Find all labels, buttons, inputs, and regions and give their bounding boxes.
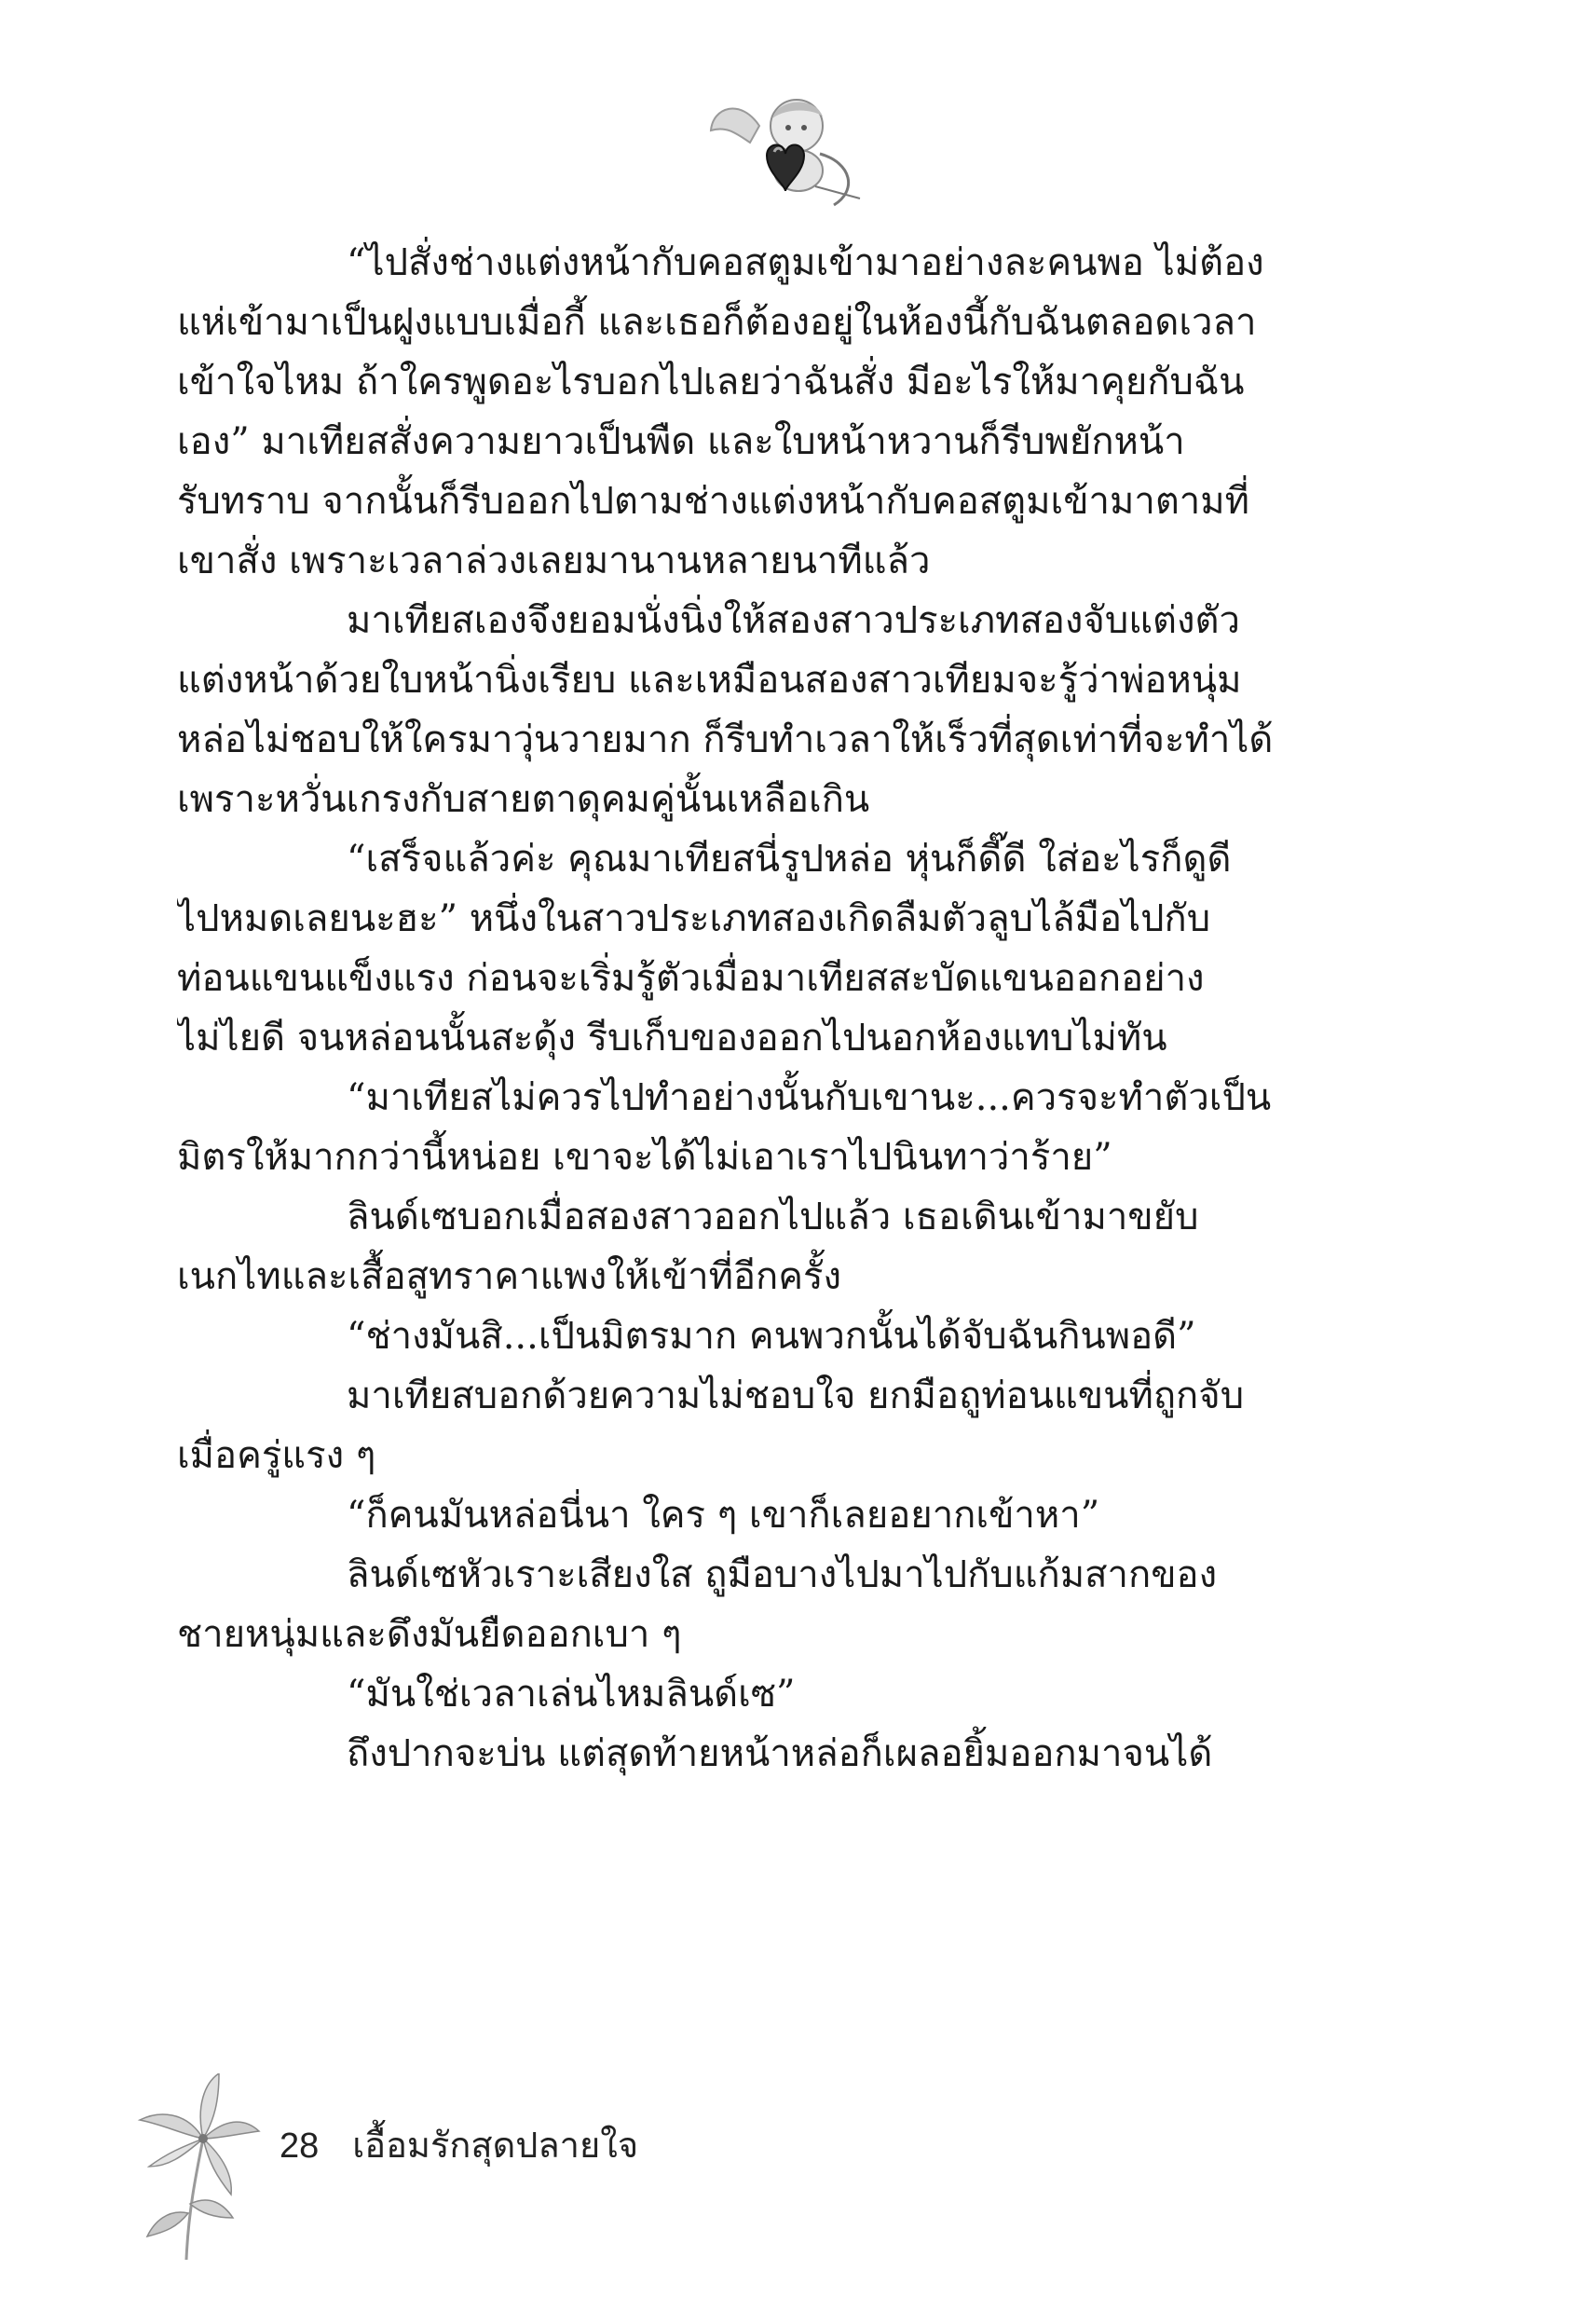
text-line: “มันใช่เวลาเล่นไหมลินด์เซ” [347, 1673, 796, 1716]
text-line: เมื่อครู่แรง ๆ [177, 1434, 376, 1477]
text-line: เขาสั่ง เพราะเวลาล่วงเลยมานานหลายนาทีแล้ว [177, 540, 931, 582]
text-line: ไปหมดเลยนะฮะ” หนึ่งในสาวประเภทสองเกิดลืมตัวลูบไล้มือไปกับ [177, 897, 1211, 940]
text-line: เข้าใจไหม ถ้าใครพูดอะไรบอกไปเลยว่าฉันสั่ง มีอะไรให้มาคุยกับฉัน [177, 361, 1245, 403]
text-line: “เสร็จแล้วค่ะ คุณมาเทียสนี่รูปหล่อ หุ่นก็ดี๊ดี ใส่อะไรก็ดูดี [347, 838, 1232, 881]
text-line: ถึงปากจะบ่น แต่สุดท้ายหน้าหล่อก็เผลอยิ้มออกมาจนได้ [347, 1732, 1213, 1775]
text-line: ไม่ไยดี จนหล่อนนั้นสะดุ้ง รีบเก็บของออกไปนอกห้องแทบไม่ทัน [177, 1017, 1167, 1060]
page-footer [280, 2123, 638, 2169]
text-line: แห่เข้ามาเป็นฝูงแบบเมื่อกี้ และเธอก็ต้องอยู่ในห้องนี้กับฉันตลอดเวลา [177, 301, 1257, 344]
text-line: ท่อนแขนแข็งแรง ก่อนจะเริ่มรู้ตัวเมื่อมาเทียสสะบัดแขนออกอย่าง [177, 957, 1205, 1000]
text-line: หล่อไม่ชอบให้ใครมาวุ่นวายมาก ก็รีบทำเวลาให้เร็วที่สุดเท่าที่จะทำได้ [177, 718, 1274, 761]
text-line: “ช่างมันสิ...เป็นมิตรมาก คนพวกนั้นได้จับฉันกินพอดี” [347, 1315, 1196, 1358]
text-line: “ก็คนมันหล่อนี่นา ใคร ๆ เขาก็เลยอยากเข้าหา” [347, 1494, 1100, 1537]
text-line: มาเทียสเองจึงยอมนั่งนิ่งให้สองสาวประเภทสองจับแต่งตัว [347, 599, 1240, 642]
text-line: ลินด์เซหัวเราะเสียงใส ถูมือบางไปมาไปกับแก้มสากของ [347, 1553, 1218, 1596]
text-line: รับทราบ จากนั้นก็รีบออกไปตามช่างแต่งหน้ากับคอสตูมเข้ามาตามที่ [177, 480, 1249, 523]
page-number: 28 [280, 2126, 320, 2166]
text-line: แต่งหน้าด้วยใบหน้านิ่งเรียบ และเหมือนสองสาวเทียมจะรู้ว่าพ่อหนุ่ม [177, 659, 1242, 702]
book-title: เอื้อมรักสุดปลายใจ [352, 2126, 639, 2166]
lily-flower-icon [130, 2073, 261, 2269]
text-line: มิตรให้มากกว่านี้หน่อย เขาจะได้ไม่เอาเราไปนินทาว่าร้าย” [177, 1136, 1112, 1179]
text-line: เพราะหวั่นเกรงกับสายตาดุคมคู่นั้นเหลือเกิน [177, 778, 870, 821]
text-line: ลินด์เซบอกเมื่อสองสาวออกไปแล้ว เธอเดินเข้ามาขยับ [347, 1196, 1199, 1238]
body-text [177, 233, 1332, 1784]
text-line: มาเทียสบอกด้วยความไม่ชอบใจ ยกมือถูท่อนแขนที่ถูกจับ [347, 1374, 1245, 1417]
cupid-heart-icon [694, 89, 880, 210]
text-line: “มาเทียสไม่ควรไปทำอย่างนั้นกับเขานะ...ควรจะทำตัวเป็น [347, 1076, 1272, 1119]
text-line: ชายหนุ่มและดึงมันยืดออกเบา ๆ [177, 1613, 682, 1656]
text-line: เอง” มาเทียสสั่งความยาวเป็นพืด และใบหน้าหวานก็รีบพยักหน้า [177, 420, 1185, 463]
text-line: เนกไทและเสื้อสูทราคาแพงให้เข้าที่อีกครั้ง [177, 1255, 841, 1298]
text-line: “ไปสั่งช่างแต่งหน้ากับคอสตูมเข้ามาอย่างละคนพอ ไม่ต้อง [347, 241, 1264, 284]
